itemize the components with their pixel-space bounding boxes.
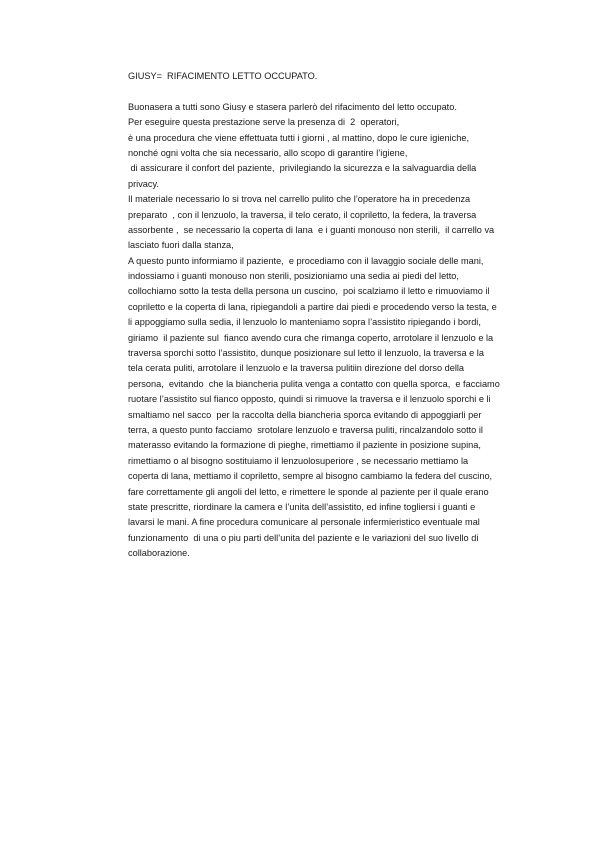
text-line: lavarsi le mani. A fine procedura comunicare al personale infermieristico eventuale mal xyxy=(128,517,480,528)
text-line: ruotare l’assistito sul fianco opposto, quindi si rimuove la traversa e il lenzuolo sporchi e li xyxy=(128,394,491,405)
text-line: funzionamento di una o piu parti dell’unita del paziente e le variazioni del suo livello di xyxy=(128,532,479,543)
text-line: tela cerata puliti, arrotolare il lenzuolo e la traversa pulitiin direzione del dorso della xyxy=(128,363,465,374)
text-line: li appoggiamo sulla sedia, il lenzuolo lo manteniamo sopra l’assistito ripiegando i bordi, xyxy=(128,317,481,328)
text-line: Per eseguire questa prestazione serve la presenza di 2 operatori, xyxy=(128,117,400,128)
text-line: nonché ogni volta che sia necessario, allo scopo di garantire l’igiene, xyxy=(128,147,408,158)
text-line: persona, evitando che la biancheria pulita venga a contatto con quella sporca, e facciamo xyxy=(128,378,500,389)
text-line: lasciato fuori dalla stanza, xyxy=(128,240,234,251)
text-line: smaltiamo nel sacco per la raccolta della biancheria sporca evitando di appoggiarli per xyxy=(128,409,482,420)
text-line: coperta di lana, mettiamo il copriletto, sempre al bisogno cambiamo la federa del cuscino, xyxy=(128,471,493,482)
text-line: collaborazione. xyxy=(128,548,190,559)
text-line: privacy. xyxy=(128,178,159,189)
blank-line xyxy=(128,84,548,99)
text-line: Buonasera a tutti sono Giusy e stasera parlerò del rifacimento del letto occupato. xyxy=(128,101,457,112)
text-line: materasso evitando la formazione di pieghe, rimettiamo il paziente in posizione supina, xyxy=(128,440,481,451)
document-body xyxy=(128,69,548,562)
document-title: GIUSY= RIFACIMENTO LETTO OCCUPATO. xyxy=(128,71,318,81)
text-line: è una procedura che viene effettuata tutti i giorni , al mattino, dopo le cure igieniche, xyxy=(128,132,470,143)
text-line: giriamo il paziente sul fianco avendo cura che rimanga coperto, arrotolare il lenzuolo e la xyxy=(128,332,494,343)
text-line: di assicurare il confort del paziente, privilegiando la sicurezza e la salvaguardia della xyxy=(128,163,477,174)
text-line: fare correttamente gli angoli del letto, e rimettere le sponde al paziente per il quale erano xyxy=(128,486,489,497)
text-line: state prescritte, riordinare la camera e l’unita dell’assistito, ed infine togliersi i guanti e xyxy=(128,501,476,512)
text-line: terra, a questo punto facciamo srotolare lenzuolo e traversa puliti, rincalzandolo sotto il xyxy=(128,424,483,435)
text-line: copriletto e la coperta di lana, ripiegandoli a partire dai piedi e procedendo verso la testa, e xyxy=(128,301,497,312)
text-line: indossiamo i guanti monouso non sterili, posizioniamo una sedia ai piedi del letto, xyxy=(128,271,459,282)
text-line: rimettiamo o al bisogno sostituiamo il lenzuolosuperiore , se necessario mettiamo la xyxy=(128,455,469,466)
text-line: collochiamo sotto la testa della persona un cuscino, poi scalziamo il letto e rimuoviamo il xyxy=(128,286,490,297)
text-line: preparato , con il lenzuolo, la traversa, il telo cerato, il copriletto, la federa, la traversa xyxy=(128,209,477,220)
text-line: assorbente , se necessario la coperta di lana e i guanti monouso non sterili, il carrello va xyxy=(128,224,495,235)
text-line: A questo punto informiamo il paziente, e procediamo con il lavaggio sociale delle mani, xyxy=(128,255,484,266)
text-line: traversa sporchi sotto l’assistito, dunque posizionare sul letto il lenzuolo, la traversa e la xyxy=(128,348,484,359)
text-line: Il materiale necessario lo si trova nel carrello pulito che l’operatore ha in precedenza xyxy=(128,194,471,205)
